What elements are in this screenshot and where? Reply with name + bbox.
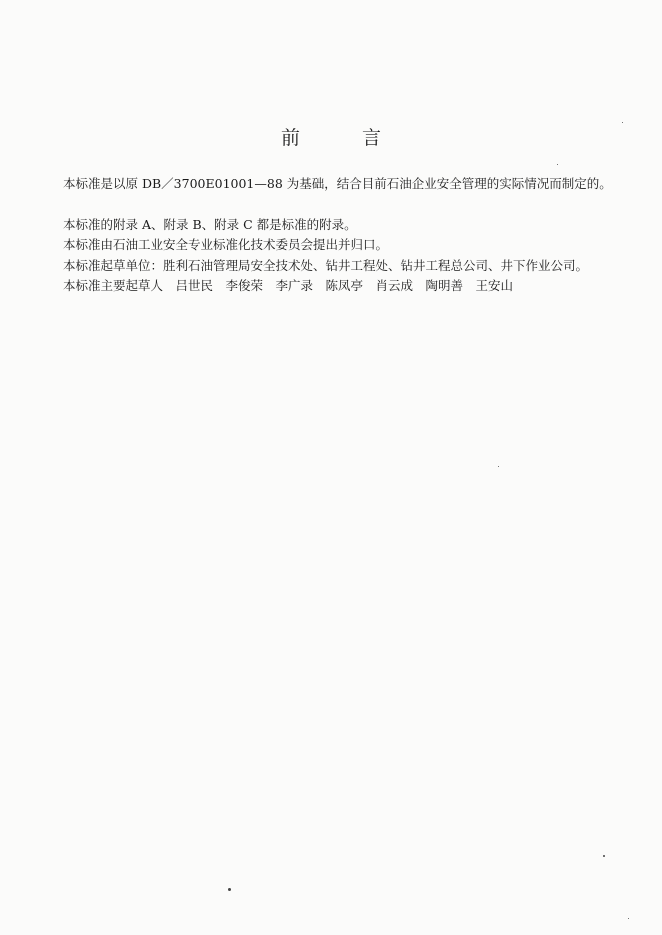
scan-speck — [628, 918, 629, 919]
page-title: 前言 — [280, 126, 443, 149]
scan-speck — [622, 122, 623, 123]
scan-speck — [603, 855, 605, 857]
preface-paragraph-proposer: 本标准由石油工业安全专业标准化技术委员会提出并归口。 — [63, 237, 389, 252]
scan-speck — [228, 888, 231, 891]
preface-paragraph-drafters: 本标准主要起草人 吕世民 李俊荣 李广录 陈凤亭 肖云成 陶明善 王安山 — [63, 278, 514, 293]
preface-paragraph-basis: 本标准是以原 DB／3700E01001—88 为基础，结合目前石油企业安全管理的实际情况而制定的。 — [63, 176, 612, 191]
preface-paragraph-drafting-units: 本标准起草单位：胜利石油管理局安全技术处、钻井工程处、钻井工程总公司、井下作业公司。 — [63, 258, 589, 273]
scan-speck — [498, 466, 499, 467]
preface-paragraph-appendices: 本标准的附录 A、附录 B、附录 C 都是标准的附录。 — [63, 217, 357, 232]
scan-speck — [557, 164, 558, 165]
